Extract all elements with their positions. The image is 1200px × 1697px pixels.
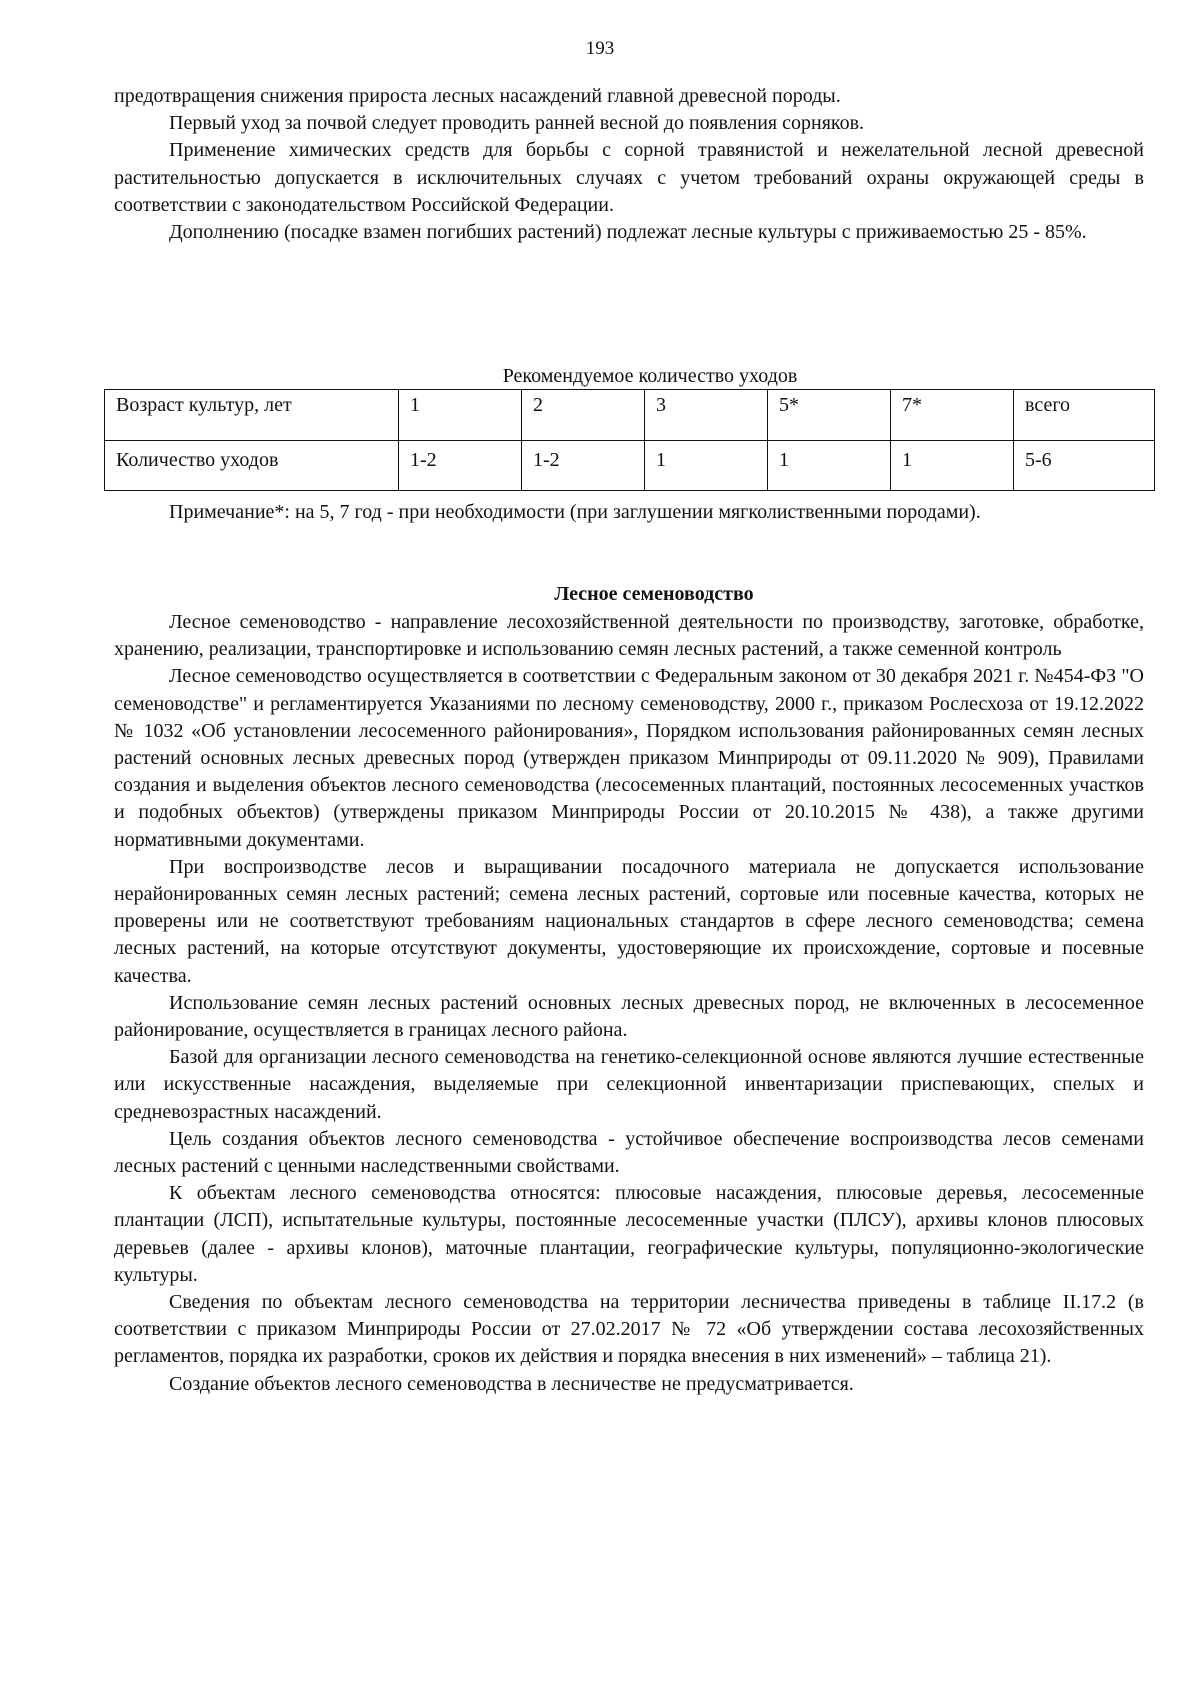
table-row <box>105 390 1155 441</box>
paragraph: Дополнению (посадке взамен погибших растений) подлежат лесные культуры с приживаемостью 25 - 85%. <box>169 221 1087 244</box>
table-cell: всего <box>1014 390 1155 441</box>
table-row <box>105 441 1155 491</box>
table-cell: 1 <box>645 441 768 491</box>
table-cell: 1-2 <box>522 441 645 491</box>
paragraph: К объектам лесного семеноводства относятся: плюсовые насаждения, плюсовые деревья, лесосеменные плантации (ЛСП), испытательные культуры, постоянные лесосеменные участки (ПЛСУ), архивы клонов плюсовых деревьев (далее - архивы клонов), маточные плантации, географические культуры, популяционно-экологические культуры. <box>114 1182 1144 1286</box>
paragraph: Создание объектов лесного семеноводства в лесничестве не предусматривается. <box>169 1372 854 1395</box>
table-cell: Возраст культур, лет <box>105 390 399 441</box>
table-cell: 3 <box>645 390 768 441</box>
paragraph: Первый уход за почвой следует проводить ранней весной до появления сорняков. <box>169 112 865 135</box>
paragraph: Базой для организации лесного семеноводства на генетико-селекционной основе являются лучшие естественные или искусственные насаждения, выделяемые при селекционной инвентаризации приспевающих, спелых и средневозрастных насаждений. <box>114 1046 1144 1123</box>
note-text: Примечание*: на 5, 7 год - при необходимости (при заглушении мягколиственными породами). <box>169 501 981 523</box>
page-number: 193 <box>585 38 615 59</box>
paragraph: Лесное семеноводство осуществляется в соответствии с Федеральным законом от 30 декабря 2021 г. №454-ФЗ "О семеноводстве" и регламентируется Указаниями по лесному семеноводству, 2000 г., приказом Рослесхоза от 19.12.2022 № 1032 «Об установлении лесосеменного районирования», Порядком использования районированных семян лесных растений основных лесных древесных пород (утвержден приказом Минприроды от 09.11.2020 № 909), Правилами создания и выделения объектов лесного семеноводства (лесосеменных плантаций, постоянных лесосеменных участков и подобных объектов) (утверждены приказом Минприроды России от 20.10.2015 № 438), а также другими нормативными документами. <box>114 665 1144 851</box>
paragraph: предотвращения снижения прироста лесных насаждений главной древесной породы. <box>114 85 841 107</box>
table-cell: 1 <box>768 441 891 491</box>
table-caption: Рекомендуемое количество уходов <box>502 365 798 387</box>
intro-text <box>114 83 1144 246</box>
table-cell: 1 <box>891 441 1014 491</box>
section-body <box>114 609 1144 1398</box>
paragraph: Цель создания объектов лесного семеноводства - устойчивое обеспечение воспроизводства лесов семенами лесных растений с ценными наследственными свойствами. <box>114 1127 1144 1178</box>
care-count-table <box>104 389 1155 491</box>
paragraph: Сведения по объектам лесного семеноводства на территории лесничества приведены в таблице II.17.2 (в соответствии с приказом Минприроды России от 27.02.2017 № 72 «Об утверждении состава лесохозяйственных регламентов, порядка их разработки, сроков их действия и порядка внесения в них изменений» – таблица 21). <box>114 1291 1144 1368</box>
paragraph: Лесное семеноводство - направление лесохозяйственной деятельности по производству, заготовке, обработке, хранению, реализации, транспортировке и использованию семян лесных растений, а также семенной контроль <box>114 611 1144 661</box>
table-cell: Количество уходов <box>105 441 399 491</box>
table-note <box>114 499 1144 526</box>
paragraph: Использование семян лесных растений основных лесных древесных пород, не включенных в лесосеменное районирование, осуществляется в границах лесного района. <box>114 991 1144 1042</box>
table-cell: 5* <box>768 390 891 441</box>
paragraph: При воспроизводстве лесов и выращивании посадочного материала не допускается использование нерайонированных семян лесных растений; семена лесных растений, сортовые или посевные качества, которых не проверены или не соответствуют требованиям национальных стандартов в сфере лесного семеноводства; семена лесных растений, на которые отсутствуют документы, удостоверяющие их происхождение, сортовые и посевные качества. <box>114 855 1144 987</box>
table-cell: 1-2 <box>399 441 522 491</box>
table-cell: 2 <box>522 390 645 441</box>
table-cell: 7* <box>891 390 1014 441</box>
table-cell: 1 <box>399 390 522 441</box>
table-cell: 5-6 <box>1014 441 1155 491</box>
paragraph: Применение химических средств для борьбы с сорной травянистой и нежелательной лесной древесной растительностью допускается в исключительных случаях с учетом требований охраны окружающей среды в соответствии с законодательством Российской Федерации. <box>114 139 1144 216</box>
section-title: Лесное семеноводство <box>554 583 754 605</box>
